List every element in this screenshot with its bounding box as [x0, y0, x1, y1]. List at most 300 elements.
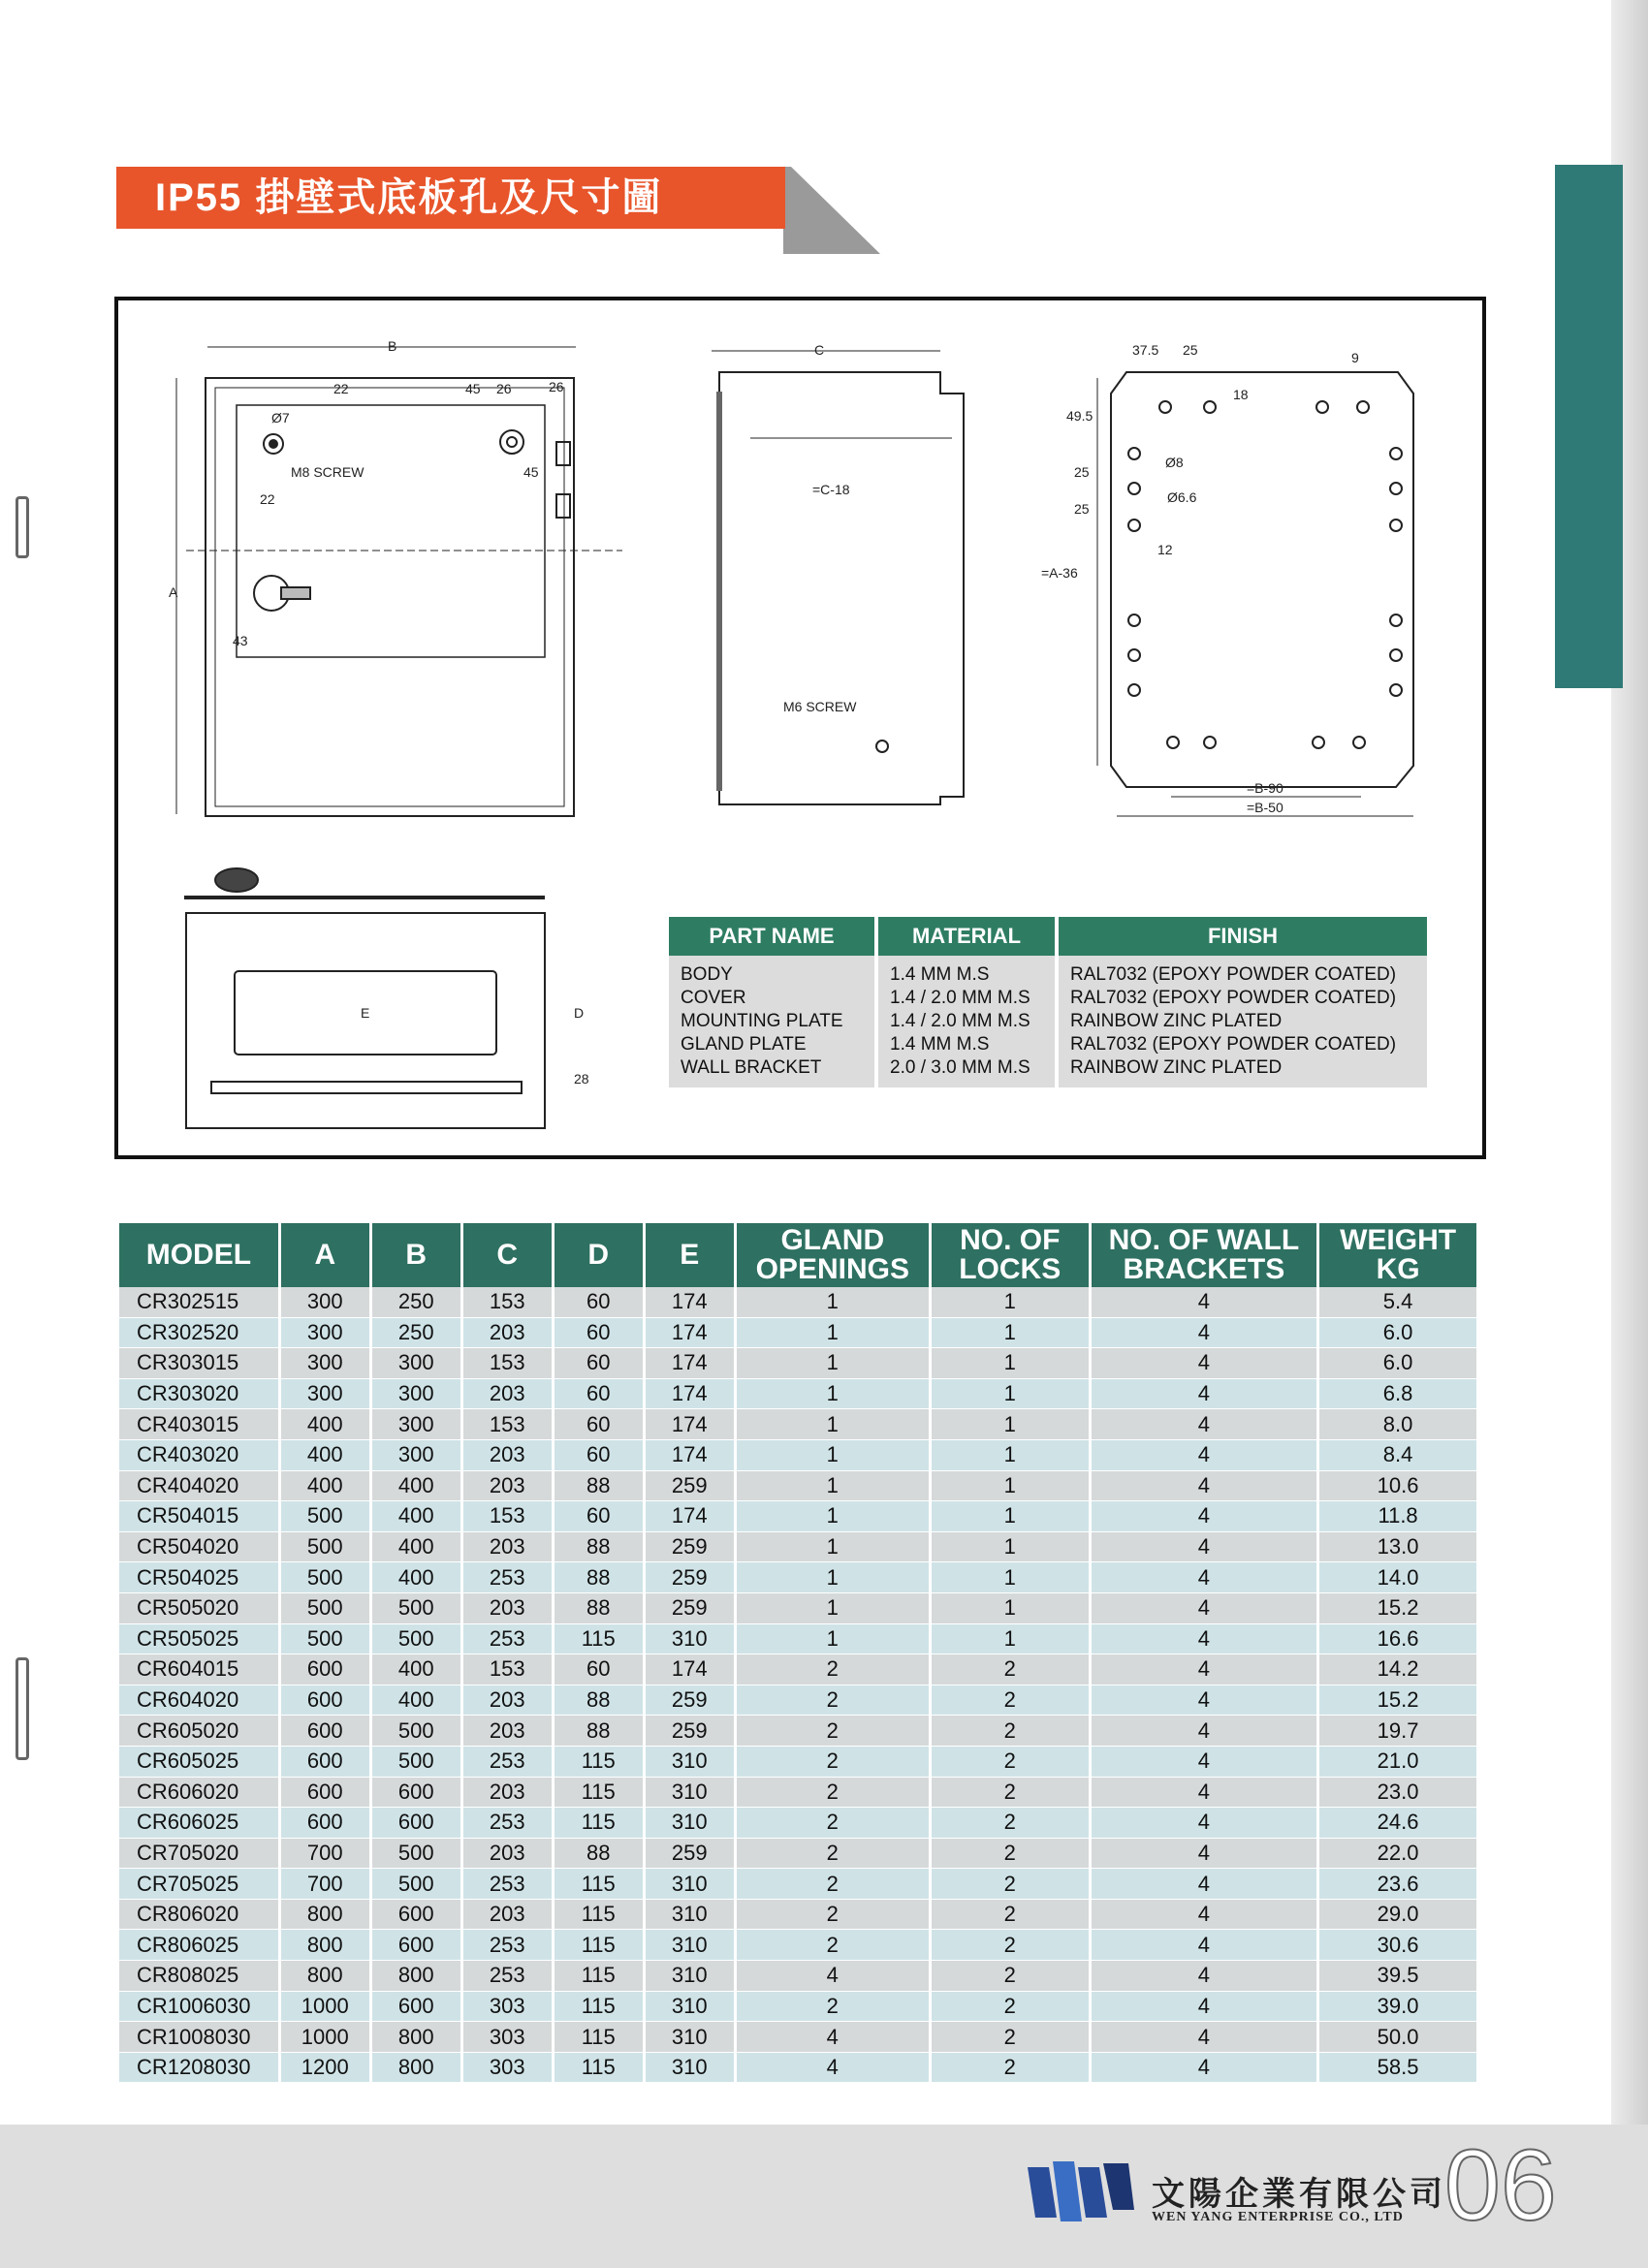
company-name-en: WEN YANG ENTERPRISE CO., LTD — [1152, 2210, 1404, 2224]
bottom-view-body — [186, 913, 545, 1128]
spec-row — [119, 1869, 1476, 1900]
spec-cell: 115 — [555, 1900, 643, 1931]
spec-cell: 259 — [646, 1471, 734, 1502]
spec-row — [119, 2022, 1476, 2053]
spec-cell: 1 — [737, 1562, 929, 1593]
spec-cell: 60 — [555, 1379, 643, 1410]
spec-cell: 203 — [463, 1839, 552, 1870]
spec-cell: 153 — [463, 1654, 552, 1685]
spec-cell: 300 — [372, 1409, 460, 1440]
spec-cell: 115 — [555, 1624, 643, 1655]
binder-ring-bottom — [16, 1657, 29, 1760]
spec-cell: 500 — [281, 1624, 369, 1655]
dim-45b: 45 — [523, 464, 539, 480]
spec-cell: 2 — [737, 1808, 929, 1839]
spec-cell: 11.8 — [1319, 1501, 1476, 1532]
spec-cell: 4 — [1092, 1839, 1317, 1870]
spec-row — [119, 1685, 1476, 1717]
mat-material: 1.4 MM M.S — [890, 964, 990, 985]
spec-model-cell: CR404020 — [119, 1471, 278, 1502]
spec-cell: 300 — [372, 1348, 460, 1379]
spec-cell: 2 — [932, 1992, 1089, 2023]
spec-cell: 253 — [463, 1961, 552, 1992]
spec-cell: 174 — [646, 1318, 734, 1349]
spec-cell: 300 — [281, 1379, 369, 1410]
spec-cell: 310 — [646, 1624, 734, 1655]
spec-cell: 4 — [1092, 1562, 1317, 1593]
spec-cell: 600 — [372, 1930, 460, 1961]
spec-cell: 4 — [1092, 1501, 1317, 1532]
spec-model-cell: CR303020 — [119, 1379, 278, 1410]
spec-cell: 800 — [281, 1930, 369, 1961]
dim-E: E — [361, 1005, 370, 1021]
spec-cell: 115 — [555, 2022, 643, 2053]
spec-model-cell: CR1208030 — [119, 2053, 278, 2084]
mat-part: COVER — [681, 988, 746, 1008]
spec-cell: 1 — [932, 1624, 1089, 1655]
spec-cell: 16.6 — [1319, 1624, 1476, 1655]
dim-45: 45 — [465, 381, 481, 396]
spec-model-cell: CR606025 — [119, 1808, 278, 1839]
spec-header-cell: C — [463, 1223, 552, 1287]
spec-cell: 1 — [932, 1593, 1089, 1624]
spec-cell: 6.0 — [1319, 1348, 1476, 1379]
dim-hole7: Ø7 — [271, 410, 290, 425]
spec-cell: 600 — [281, 1778, 369, 1809]
dim-c18: =C-18 — [812, 482, 850, 497]
spec-row — [119, 1930, 1476, 1961]
side-view-body — [719, 372, 964, 804]
spec-model-cell: CR806025 — [119, 1930, 278, 1961]
company-name-zh: 文陽企業有限公司 — [1152, 2175, 1446, 2214]
spec-cell: 60 — [555, 1348, 643, 1379]
spec-cell: 4 — [1092, 1532, 1317, 1563]
spec-model-cell: CR505020 — [119, 1593, 278, 1624]
spec-cell: 700 — [281, 1869, 369, 1900]
spec-cell: 174 — [646, 1409, 734, 1440]
spec-row — [119, 1593, 1476, 1624]
spec-cell: 2 — [932, 1839, 1089, 1870]
dim-b90: =B-90 — [1247, 780, 1284, 796]
spec-row — [119, 1409, 1476, 1440]
spec-cell: 2 — [737, 1685, 929, 1717]
mat-material: 2.0 / 3.0 MM M.S — [890, 1057, 1030, 1078]
spec-cell: 4 — [1092, 1409, 1317, 1440]
spec-row — [119, 1287, 1476, 1318]
spec-cell: 259 — [646, 1562, 734, 1593]
spec-cell: 800 — [372, 2053, 460, 2084]
dim-28: 28 — [574, 1071, 589, 1087]
spec-cell: 203 — [463, 1318, 552, 1349]
spec-cell: 2 — [737, 1654, 929, 1685]
spec-row — [119, 1992, 1476, 2023]
spec-cell: 174 — [646, 1501, 734, 1532]
spec-cell: 203 — [463, 1778, 552, 1809]
spec-cell: 253 — [463, 1562, 552, 1593]
spec-cell: 4 — [1092, 2053, 1317, 2084]
spec-cell: 1 — [932, 1562, 1089, 1593]
spec-row — [119, 1348, 1476, 1379]
spec-header-cell: E — [646, 1223, 734, 1287]
spec-cell: 153 — [463, 1409, 552, 1440]
spec-model-cell: CR403020 — [119, 1440, 278, 1471]
spec-cell: 1 — [932, 1532, 1089, 1563]
spec-cell: 115 — [555, 2053, 643, 2084]
dim-25c: 25 — [1074, 501, 1090, 517]
spec-cell: 1 — [737, 1624, 929, 1655]
spec-cell: 4 — [1092, 1869, 1317, 1900]
spec-cell: 174 — [646, 1348, 734, 1379]
label-m8-screw: M8 SCREW — [291, 464, 364, 480]
spec-cell: 400 — [372, 1532, 460, 1563]
spec-cell: 174 — [646, 1654, 734, 1685]
spec-cell: 203 — [463, 1900, 552, 1931]
spec-cell: 153 — [463, 1348, 552, 1379]
spec-cell: 4 — [1092, 1318, 1317, 1349]
spec-cell: 303 — [463, 2053, 552, 2084]
spec-cell: 4 — [1092, 1900, 1317, 1931]
spec-cell: 153 — [463, 1287, 552, 1318]
spec-cell: 300 — [281, 1318, 369, 1349]
spec-model-cell: CR505025 — [119, 1624, 278, 1655]
spec-cell: 1 — [932, 1409, 1089, 1440]
spec-cell: 14.2 — [1319, 1654, 1476, 1685]
spec-row — [119, 1900, 1476, 1931]
spec-cell: 600 — [281, 1654, 369, 1685]
spec-cell: 4 — [1092, 1961, 1317, 1992]
spec-cell: 21.0 — [1319, 1747, 1476, 1778]
dim-hole8: Ø8 — [1165, 455, 1184, 470]
spec-header-cell: D — [555, 1223, 643, 1287]
spec-model-cell: CR303015 — [119, 1348, 278, 1379]
dim-9: 9 — [1351, 350, 1359, 365]
spec-cell: 2 — [932, 1869, 1089, 1900]
spec-cell: 2 — [737, 1747, 929, 1778]
mat-materials — [878, 956, 1055, 1087]
spec-cell: 1 — [737, 1471, 929, 1502]
spec-cell: 4 — [1092, 1778, 1317, 1809]
spec-cell: 88 — [555, 1532, 643, 1563]
spec-cell: 4 — [1092, 1471, 1317, 1502]
spec-cell: 253 — [463, 1869, 552, 1900]
spec-cell: 800 — [281, 1900, 369, 1931]
spec-cell: 22.0 — [1319, 1839, 1476, 1870]
spec-model-cell: CR605020 — [119, 1716, 278, 1747]
spec-cell: 1 — [932, 1440, 1089, 1471]
spec-model-cell: CR1008030 — [119, 2022, 278, 2053]
spec-cell: 60 — [555, 1409, 643, 1440]
spec-cell: 203 — [463, 1440, 552, 1471]
dim-C: C — [814, 342, 825, 358]
spec-model-cell: CR705020 — [119, 1839, 278, 1870]
spec-cell: 500 — [281, 1593, 369, 1624]
spec-cell: 300 — [372, 1379, 460, 1410]
spec-cell: 19.7 — [1319, 1716, 1476, 1747]
spec-cell: 4 — [1092, 2022, 1317, 2053]
spec-cell: 1 — [737, 1440, 929, 1471]
spec-cell: 1 — [737, 1532, 929, 1563]
spec-row — [119, 1318, 1476, 1349]
spec-row — [119, 1654, 1476, 1685]
spec-cell: 2 — [737, 1869, 929, 1900]
spec-model-cell: CR504025 — [119, 1562, 278, 1593]
spec-row — [119, 1562, 1476, 1593]
spec-cell: 500 — [281, 1562, 369, 1593]
spec-cell: 2 — [737, 1992, 929, 2023]
spec-cell: 250 — [372, 1287, 460, 1318]
spec-cell: 500 — [372, 1624, 460, 1655]
dim-25a: 25 — [1183, 342, 1198, 358]
mat-part: BODY — [681, 964, 733, 985]
spec-cell: 600 — [372, 1778, 460, 1809]
spec-cell: 1 — [932, 1318, 1089, 1349]
spec-cell: 500 — [372, 1593, 460, 1624]
spec-cell: 400 — [372, 1501, 460, 1532]
spec-cell: 4 — [1092, 1287, 1317, 1318]
spec-model-cell: CR504020 — [119, 1532, 278, 1563]
spec-cell: 203 — [463, 1379, 552, 1410]
spec-cell: 4 — [1092, 1685, 1317, 1717]
spec-cell: 700 — [281, 1839, 369, 1870]
spec-model-cell: CR606020 — [119, 1778, 278, 1809]
spec-cell: 4 — [1092, 1930, 1317, 1961]
spec-cell: 23.6 — [1319, 1869, 1476, 1900]
spec-header-cell: B — [372, 1223, 460, 1287]
mat-finish: RAL7032 (EPOXY POWDER COATED) — [1070, 1034, 1397, 1055]
mat-header-finish: FINISH — [1059, 917, 1427, 956]
spec-cell: 60 — [555, 1287, 643, 1318]
dim-18: 18 — [1233, 387, 1249, 402]
spec-cell: 1 — [737, 1287, 929, 1318]
spec-cell: 1 — [932, 1501, 1089, 1532]
spec-cell: 1 — [932, 1348, 1089, 1379]
spec-header-cell: MODEL — [119, 1223, 278, 1287]
mat-part: GLAND PLATE — [681, 1034, 807, 1055]
spec-cell: 115 — [555, 1961, 643, 1992]
spec-cell: 4 — [1092, 1747, 1317, 1778]
spec-cell: 60 — [555, 1501, 643, 1532]
spec-cell: 15.2 — [1319, 1685, 1476, 1717]
dim-A: A — [169, 584, 178, 600]
spec-cell: 4 — [1092, 1593, 1317, 1624]
spec-model-cell: CR808025 — [119, 1961, 278, 1992]
spec-cell: 88 — [555, 1562, 643, 1593]
mat-finish: RAINBOW ZINC PLATED — [1070, 1011, 1283, 1031]
title-banner-tail — [783, 167, 890, 256]
spec-header-cell: A — [281, 1223, 369, 1287]
spec-cell: 259 — [646, 1685, 734, 1717]
dim-43: 43 — [233, 633, 248, 648]
spec-cell: 2 — [932, 2022, 1089, 2053]
spec-cell: 1 — [737, 1409, 929, 1440]
spec-cell: 600 — [372, 1808, 460, 1839]
spec-row — [119, 1961, 1476, 1992]
dim-26b: 26 — [549, 379, 564, 394]
spec-cell: 1 — [737, 1593, 929, 1624]
spec-cell: 1 — [932, 1287, 1089, 1318]
spec-model-cell: CR302520 — [119, 1318, 278, 1349]
spec-cell: 39.0 — [1319, 1992, 1476, 2023]
spec-cell: 600 — [281, 1747, 369, 1778]
spec-cell: 253 — [463, 1624, 552, 1655]
spec-cell: 800 — [372, 2022, 460, 2053]
spec-cell: 310 — [646, 2053, 734, 2084]
spec-cell: 4 — [1092, 1624, 1317, 1655]
spec-cell: 2 — [737, 1900, 929, 1931]
spec-cell: 29.0 — [1319, 1900, 1476, 1931]
spec-cell: 203 — [463, 1685, 552, 1717]
spec-cell: 303 — [463, 2022, 552, 2053]
mat-material: 1.4 / 2.0 MM M.S — [890, 988, 1030, 1008]
spec-cell: 88 — [555, 1593, 643, 1624]
spec-cell: 1 — [737, 1379, 929, 1410]
spec-cell: 253 — [463, 1747, 552, 1778]
spec-cell: 310 — [646, 1808, 734, 1839]
spec-cell: 2 — [932, 1716, 1089, 1747]
spec-cell: 310 — [646, 1869, 734, 1900]
spec-cell: 4 — [1092, 1716, 1317, 1747]
spec-cell: 2 — [932, 1747, 1089, 1778]
spec-cell: 174 — [646, 1440, 734, 1471]
spec-cell: 2 — [737, 1716, 929, 1747]
spec-cell: 250 — [372, 1318, 460, 1349]
spec-cell: 15.2 — [1319, 1593, 1476, 1624]
spec-cell: 310 — [646, 1992, 734, 2023]
spec-cell: 259 — [646, 1839, 734, 1870]
spec-cell: 115 — [555, 1930, 643, 1961]
dim-b50: =B-50 — [1247, 800, 1284, 815]
spec-row — [119, 1839, 1476, 1870]
spec-cell: 310 — [646, 1747, 734, 1778]
spec-cell: 600 — [372, 1992, 460, 2023]
section-tab — [1555, 165, 1623, 688]
spec-cell: 58.5 — [1319, 2053, 1476, 2084]
spec-row — [119, 1379, 1476, 1410]
spec-cell: 24.6 — [1319, 1808, 1476, 1839]
dim-D: D — [574, 1005, 585, 1021]
mat-part-names — [669, 956, 874, 1087]
spec-cell: 259 — [646, 1532, 734, 1563]
spec-cell: 2 — [737, 1778, 929, 1809]
spec-cell: 4 — [1092, 1379, 1317, 1410]
mat-finish: RAL7032 (EPOXY POWDER COATED) — [1070, 964, 1397, 985]
spec-cell: 10.6 — [1319, 1471, 1476, 1502]
spec-model-cell: CR705025 — [119, 1869, 278, 1900]
spec-model-cell: CR504015 — [119, 1501, 278, 1532]
dim-B: B — [388, 338, 397, 354]
spec-cell: 4 — [737, 2053, 929, 2084]
spec-header-cell: NO. OF WALL BRACKETS — [1092, 1223, 1317, 1287]
dim-a36: =A-36 — [1041, 565, 1078, 581]
spec-cell: 600 — [372, 1900, 460, 1931]
mat-material: 1.4 MM M.S — [890, 1034, 990, 1055]
spec-header-cell: WEIGHT KG — [1319, 1223, 1476, 1287]
spec-header-cell: GLAND OPENINGS — [737, 1223, 929, 1287]
spec-cell: 300 — [281, 1287, 369, 1318]
spec-cell: 400 — [372, 1654, 460, 1685]
spec-cell: 60 — [555, 1318, 643, 1349]
spec-cell: 500 — [372, 1839, 460, 1870]
spec-cell: 1000 — [281, 1992, 369, 2023]
spec-cell: 203 — [463, 1716, 552, 1747]
spec-cell: 800 — [372, 1961, 460, 1992]
materials-table — [665, 917, 1431, 1087]
spec-cell: 2 — [932, 2053, 1089, 2084]
spec-cell: 310 — [646, 1930, 734, 1961]
spec-cell: 400 — [372, 1562, 460, 1593]
dim-37-5: 37.5 — [1132, 342, 1159, 358]
spec-cell: 88 — [555, 1716, 643, 1747]
spec-cell: 600 — [281, 1685, 369, 1717]
spec-cell: 300 — [281, 1348, 369, 1379]
spec-cell: 4 — [737, 1961, 929, 1992]
dim-22a: 22 — [333, 381, 349, 396]
spec-cell: 2 — [932, 1778, 1089, 1809]
spec-model-cell: CR604020 — [119, 1685, 278, 1717]
spec-cell: 400 — [281, 1409, 369, 1440]
spec-cell: 6.0 — [1319, 1318, 1476, 1349]
spec-cell: 1 — [737, 1318, 929, 1349]
spec-cell: 14.0 — [1319, 1562, 1476, 1593]
spec-cell: 1 — [737, 1348, 929, 1379]
front-view-body — [206, 378, 574, 816]
spec-row — [119, 1808, 1476, 1839]
spec-cell: 310 — [646, 1961, 734, 1992]
spec-cell: 2 — [932, 1654, 1089, 1685]
spec-cell: 30.6 — [1319, 1930, 1476, 1961]
spec-cell: 310 — [646, 1778, 734, 1809]
mat-finish: RAL7032 (EPOXY POWDER COATED) — [1070, 988, 1397, 1008]
spec-cell: 88 — [555, 1471, 643, 1502]
mat-header-part: PART NAME — [669, 917, 874, 956]
page-number: 06 — [1444, 2129, 1557, 2242]
spec-cell: 23.0 — [1319, 1778, 1476, 1809]
spec-model-cell: CR1006030 — [119, 1992, 278, 2023]
spec-cell: 300 — [372, 1440, 460, 1471]
spec-cell: 600 — [281, 1716, 369, 1747]
spec-model-cell: CR604015 — [119, 1654, 278, 1685]
spec-cell: 8.0 — [1319, 1409, 1476, 1440]
spec-cell: 2 — [932, 1900, 1089, 1931]
spec-cell: 203 — [463, 1532, 552, 1563]
spec-row — [119, 1747, 1476, 1778]
spec-row — [119, 1624, 1476, 1655]
spec-cell: 4 — [1092, 1808, 1317, 1839]
spec-row — [119, 1532, 1476, 1563]
spec-cell: 500 — [372, 1869, 460, 1900]
spec-cell: 60 — [555, 1440, 643, 1471]
spec-cell: 2 — [932, 1685, 1089, 1717]
spec-cell: 174 — [646, 1379, 734, 1410]
spec-row — [119, 1716, 1476, 1747]
spec-cell: 115 — [555, 1808, 643, 1839]
spec-cell: 500 — [372, 1716, 460, 1747]
wall-plate-outline — [1111, 372, 1413, 787]
spec-cell: 400 — [372, 1685, 460, 1717]
spec-cell: 1 — [932, 1471, 1089, 1502]
spec-cell: 500 — [281, 1501, 369, 1532]
spec-cell: 153 — [463, 1501, 552, 1532]
spec-cell: 253 — [463, 1808, 552, 1839]
spec-cell: 2 — [737, 1839, 929, 1870]
mat-finish: RAINBOW ZINC PLATED — [1070, 1057, 1283, 1078]
spec-cell: 39.5 — [1319, 1961, 1476, 1992]
spec-cell: 5.4 — [1319, 1287, 1476, 1318]
spec-cell: 2 — [932, 1961, 1089, 1992]
mat-finishes — [1059, 956, 1427, 1087]
spec-cell: 13.0 — [1319, 1532, 1476, 1563]
mat-part: WALL BRACKET — [681, 1057, 822, 1078]
